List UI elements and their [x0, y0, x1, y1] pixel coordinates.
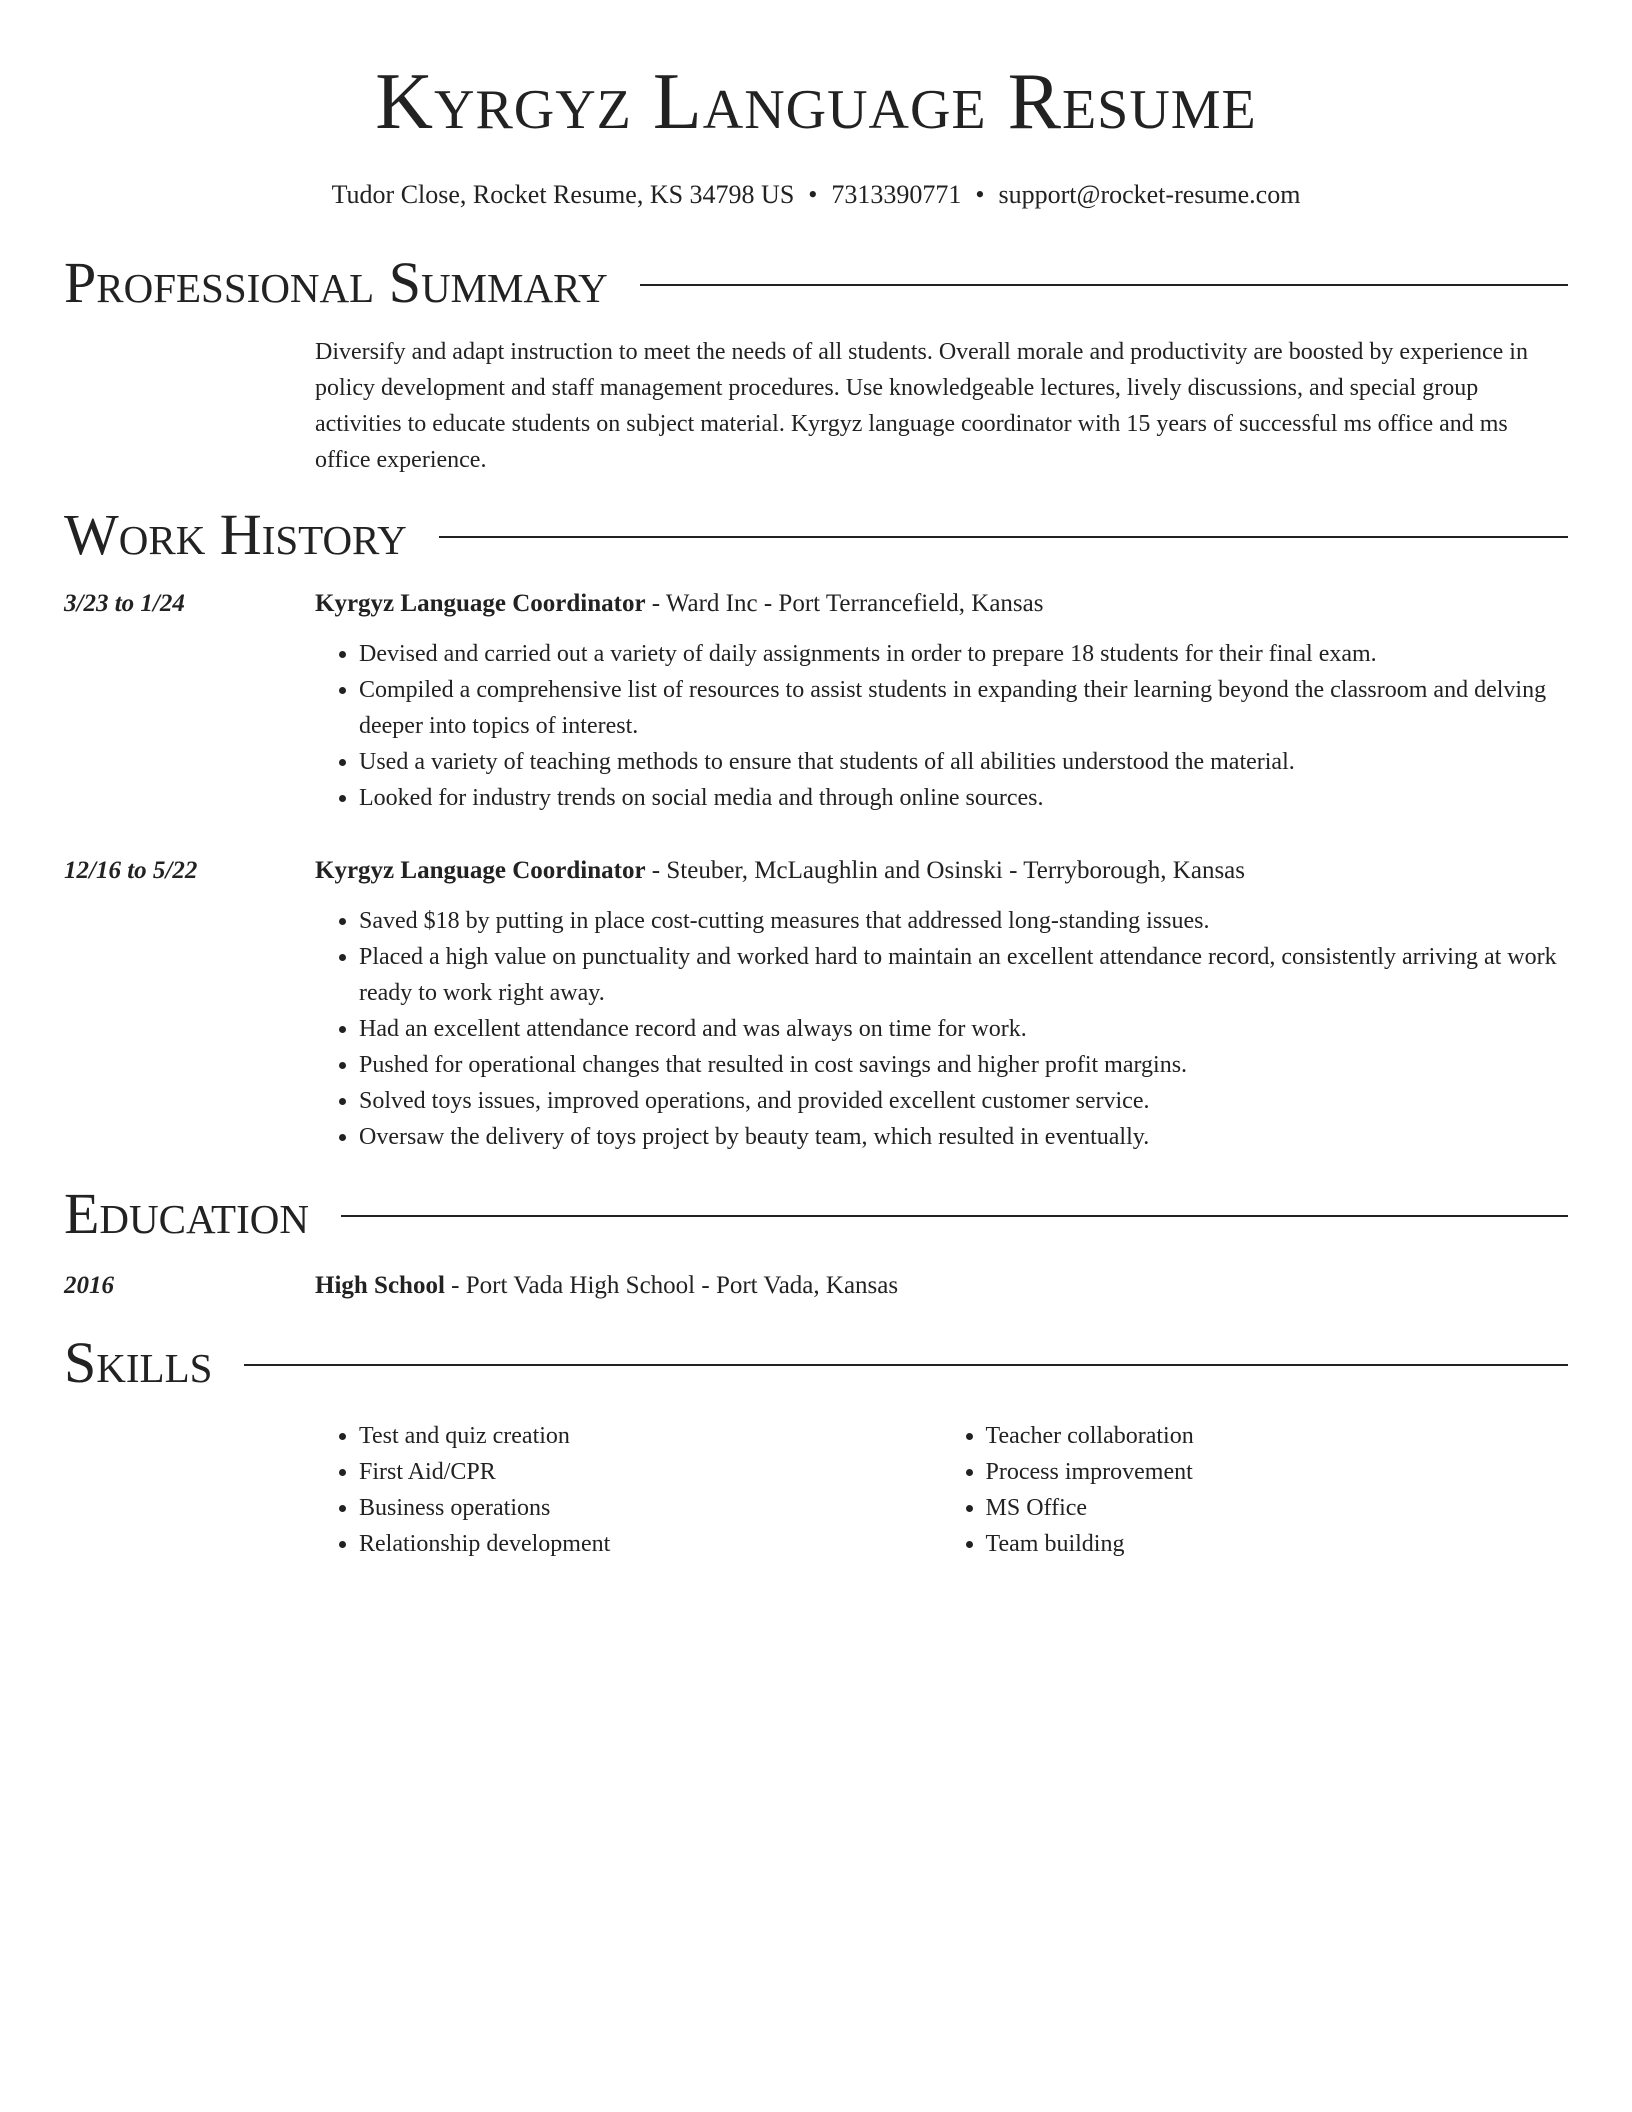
section-rule [341, 1215, 1568, 1217]
work-heading [64, 502, 1568, 568]
list-item: • Looked for industry trends on social media and through online sources. [359, 780, 1568, 816]
job-entry [315, 855, 1568, 1155]
section-rule [244, 1364, 1568, 1366]
email: support@rocket-resume.com [998, 180, 1301, 209]
list-item: • Oversaw the delivery of toys project by beauty team, which resulted in eventually. [359, 1119, 1568, 1155]
education-year: 2016 [64, 1272, 114, 1299]
skills-list [315, 1418, 1568, 1562]
summary-text: Diversify and adapt instruction to meet the needs of all students. Overall morale and productivity are boosted by experience in policy development and staff management procedures. Use knowledgeable lectures, lively discussions, and special group activities to educate students on subject material. Kyrgyz language coordinator with 15 years of successful ms office and ms office experience. [315, 339, 1528, 473]
education-entry [315, 1270, 1568, 1302]
list-item: • Pushed for operational changes that resulted in cost savings and higher profit margins. [359, 1047, 1568, 1083]
job-details: - Steuber, McLaughlin and Osinski - Terryborough, Kansas [645, 857, 1245, 884]
skills-column-left [315, 1418, 942, 1562]
work-heading-text: Work History [64, 502, 407, 567]
job-title: Kyrgyz Language Coordinator [315, 857, 646, 884]
job-dates: 12/16 to 5/22 [64, 857, 198, 884]
education-heading-text: Education [64, 1181, 309, 1246]
list-item: • Saved $18 by putting in place cost-cutting measures that addressed long-standing issues. [359, 903, 1568, 939]
skill-item: • Team building [986, 1526, 1569, 1562]
job-details: - Ward Inc - Port Terrancefield, Kansas [645, 590, 1044, 617]
list-item: • Had an excellent attendance record and was always on time for work. [359, 1011, 1568, 1047]
job-title: Kyrgyz Language Coordinator [315, 590, 646, 617]
address: Tudor Close, Rocket Resume, KS 34798 US [331, 180, 795, 209]
skill-item: • Process improvement [986, 1454, 1569, 1490]
job-dates: 3/23 to 1/24 [64, 590, 185, 617]
skill-item: • Business operations [359, 1490, 942, 1526]
skill-item: • Test and quiz creation [359, 1418, 942, 1454]
education-line [315, 1270, 1568, 1302]
summary-heading-text: Professional Summary [64, 250, 608, 315]
list-item: • Used a variety of teaching methods to ensure that students of all abilities understood the material. [359, 744, 1568, 780]
list-item: • Solved toys issues, improved operations, and provided excellent customer service. [359, 1083, 1568, 1119]
education-degree: High School [315, 1272, 445, 1299]
separator-dot: • [808, 180, 818, 209]
skill-item: • Teacher collaboration [986, 1418, 1569, 1454]
list-item: • Compiled a comprehensive list of resources to assist students in expanding their learning beyond the classroom and delving deeper into topics of interest. [359, 672, 1568, 744]
skills-heading [64, 1330, 1568, 1396]
skill-item: • Relationship development [359, 1526, 942, 1562]
education-heading [64, 1181, 1568, 1247]
summary-heading [64, 250, 1568, 316]
skill-item: • MS Office [986, 1490, 1569, 1526]
phone: 7313390771 [831, 180, 962, 209]
contact-line [64, 178, 1568, 212]
education-details: - Port Vada High School - Port Vada, Kansas [444, 1272, 899, 1299]
list-item: • Devised and carried out a variety of daily assignments in order to prepare 18 students for their final exam. [359, 636, 1568, 672]
section-rule [439, 536, 1568, 538]
resume-title: Kyrgyz Language Resume [375, 58, 1257, 146]
job-bullets [315, 903, 1568, 1155]
skills-column-right [942, 1418, 1569, 1562]
section-rule [640, 284, 1568, 286]
job-title-line [315, 855, 1568, 887]
job-bullets [315, 636, 1568, 816]
resume-page [64, 0, 1568, 1557]
job-title-line [315, 588, 1568, 620]
job-entry [315, 588, 1568, 816]
separator-dot: • [975, 180, 985, 209]
skills-heading-text: Skills [64, 1330, 213, 1395]
skill-item: • First Aid/CPR [359, 1454, 942, 1490]
list-item: • Placed a high value on punctuality and worked hard to maintain an excellent attendance record, consistently arriving at work ready to work right away. [359, 939, 1568, 1011]
